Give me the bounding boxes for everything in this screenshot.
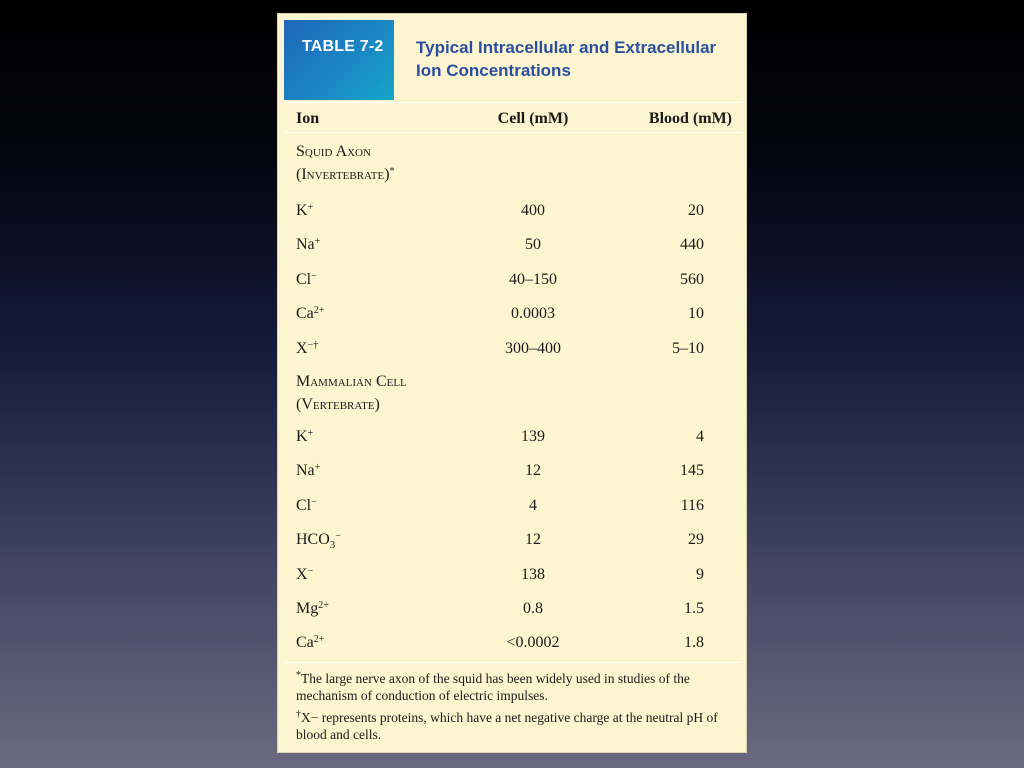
column-header-blood: Blood (mM): [648, 110, 732, 127]
blood-concentration: 4: [696, 428, 704, 445]
footnote-divider: [284, 662, 742, 663]
blood-concentration: 29: [688, 531, 704, 549]
cell-concentration: 4: [529, 496, 537, 514]
cell-concentration: 300–400: [505, 339, 561, 357]
cell-concentration: 138: [521, 565, 545, 583]
ion-symbol: $Mg^{2+}$: [296, 600, 329, 617]
cell-concentration: 12: [525, 462, 541, 480]
ion-symbol: X−†: [296, 339, 319, 357]
table-row: [278, 592, 748, 626]
table-row: [278, 332, 748, 366]
ion-concentration-table: [277, 13, 747, 753]
ion-symbol: Cl−: [296, 496, 317, 514]
blood-concentration: 10: [688, 305, 704, 323]
cell-concentration: 400: [521, 202, 545, 219]
blood-concentration: 1.8: [684, 634, 704, 652]
section-heading-line1: Mammalian Cell: [296, 373, 407, 390]
table-row: [278, 420, 748, 454]
table-row: [278, 523, 748, 557]
column-header-cell: Cell (mM): [497, 110, 569, 127]
column-header-divider: [284, 132, 742, 133]
ion-symbol: Cl−: [296, 270, 317, 288]
cell-concentration: <0.0002: [506, 634, 560, 652]
blood-concentration: 116: [680, 496, 704, 514]
table-row: [278, 194, 748, 228]
section-heading-line1: Squid Axon: [296, 143, 371, 160]
table-row: [278, 263, 748, 297]
ion-symbol: K+: [296, 428, 314, 445]
blood-concentration: 1.5: [684, 600, 704, 617]
table-header: [284, 20, 742, 100]
table-row: [278, 626, 748, 660]
ion-symbol: $Ca^{2+}$: [296, 305, 325, 323]
blood-concentration: 440: [680, 236, 704, 254]
blood-concentration: 145: [680, 462, 704, 480]
footnote-mark: *: [389, 166, 395, 177]
cell-concentration: 0.8: [523, 600, 543, 617]
cell-concentration: 139: [521, 428, 545, 445]
table-row: [278, 228, 748, 262]
ion-symbol: Na+: [296, 236, 321, 254]
cell-concentration: 50: [525, 236, 541, 254]
ion-symbol: Na+: [296, 462, 321, 480]
cell-concentration: 12: [525, 531, 541, 549]
table-row: [278, 297, 748, 331]
table-label: TABLE 7-2: [302, 38, 384, 55]
ion-symbol: $HCO_3^-$: [296, 531, 341, 552]
footnote-dagger: †X− represents proteins, which have a net negative charge at the neutral pH of blood and cells.: [296, 709, 718, 742]
column-headers: [278, 102, 748, 136]
ion-symbol: $Ca^{2+}$: [296, 634, 325, 652]
ion-symbol: X−: [296, 565, 314, 583]
section-heading-line2: (Vertebrate): [296, 396, 380, 413]
table-row: [278, 454, 748, 488]
section-heading-line2: (Invertebrate)*: [296, 166, 395, 183]
footnotes: [296, 670, 736, 748]
cell-concentration: 40–150: [509, 270, 557, 288]
table-row: [278, 558, 748, 592]
blood-concentration: 20: [688, 202, 704, 219]
table-title: Typical Intracellular and Extracellular Ion Concentrations: [416, 38, 717, 80]
column-header-ion: Ion: [296, 110, 320, 127]
section-heading-mammalian: [296, 370, 407, 416]
blood-concentration: 560: [680, 270, 704, 288]
table-label-badge: [284, 20, 394, 100]
cell-concentration: 0.0003: [511, 305, 555, 323]
ion-symbol: K+: [296, 202, 314, 219]
table-row: [278, 489, 748, 523]
footnote-asterisk: *The large nerve axon of the squid has been widely used in studies of the mechanism of conduction of electric impulses.: [296, 670, 690, 703]
section-heading-squid: [296, 140, 395, 186]
blood-concentration: 9: [696, 565, 704, 583]
blood-concentration: 5–10: [672, 339, 704, 357]
